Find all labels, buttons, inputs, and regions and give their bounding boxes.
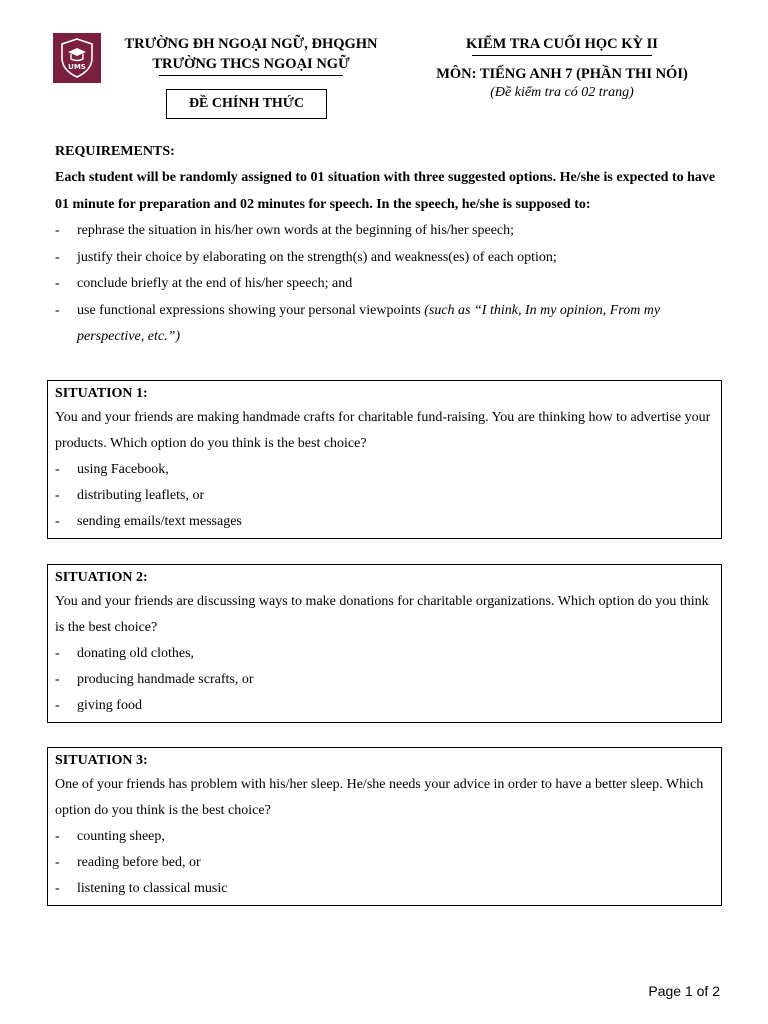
list-item: - justify their choice by elaborating on the strength(s) and weakness(es) of each option; [55, 249, 557, 265]
situation-2-box [47, 564, 722, 723]
list-item: - distributing leaflets, or [55, 488, 205, 503]
school-header [105, 34, 397, 76]
exam-divider [472, 55, 652, 56]
exam-subject: MÔN: TIẾNG ANH 7 (PHẦN THI NÓI) [436, 66, 688, 82]
exam-title: KIỂM TRA CUỐI HỌC KỲ II [466, 36, 658, 52]
situation-description: One of your friends has problem with his/her sleep. He/she needs your advice in order to have a better sleep. Which option do you think is the best choice? [55, 777, 704, 818]
situation-title: SITUATION 1: [55, 386, 148, 401]
logo-text: UMS [68, 63, 86, 71]
options-list [55, 824, 714, 902]
list-item: - sending emails/text messages [55, 514, 242, 529]
requirements-title: REQUIREMENTS: [55, 144, 175, 159]
list-item: - donating old clothes, [55, 646, 195, 661]
situation-1-box [47, 380, 722, 539]
viewpoint-examples: (such as “I think, In my opinion, From my perspective, etc.”) [77, 302, 661, 344]
situation-description: You and your friends are discussing ways to make donations for charitable organizations. Which option do you think is the best choice? [55, 594, 709, 635]
list-item: - reading before bed, or [55, 855, 201, 870]
exam-header [410, 34, 714, 102]
list-item: - using Facebook, [55, 462, 169, 477]
page-number: Page 1 of 2 [648, 983, 720, 999]
school-logo [53, 33, 101, 83]
list-item: - producing handmade scrafts, or [55, 672, 254, 687]
school-divider [159, 75, 343, 76]
situation-3-box [47, 747, 722, 906]
requirements-section [55, 139, 720, 351]
university-name: TRƯỜNG ĐH NGOẠI NGỮ, ĐHQGHN [124, 36, 378, 52]
exam-note: (Đề kiểm tra có 02 trang) [490, 85, 634, 100]
official-label: ĐỀ CHÍNH THỨC [166, 89, 327, 119]
list-item: - use functional expressions showing your personal viewpoints (such as “I think, In my opinion, From my perspective, etc.”) [55, 302, 661, 344]
situation-description: You and your friends are making handmade crafts for charitable fund-raising. You are thinking how to advertise your products. Which option do you think is the best choice? [55, 410, 711, 451]
requirements-intro: Each student will be randomly assigned to 01 situation with three suggested options. He/she is expected to have 01 minute for preparation and 02 minutes for speech. In the speech, he/she is supposed to: [55, 170, 716, 212]
list-item: - conclude briefly at the end of his/her speech; and [55, 276, 353, 291]
situation-title: SITUATION 3: [55, 753, 148, 768]
situation-title: SITUATION 2: [55, 570, 148, 585]
school-name: TRƯỜNG THCS NGOẠI NGỮ [152, 56, 350, 72]
options-list [55, 641, 714, 719]
list-item: - rephrase the situation in his/her own words at the beginning of his/her speech; [55, 223, 515, 238]
shield-icon [57, 36, 97, 80]
requirements-list [55, 218, 720, 351]
list-item: - counting sheep, [55, 829, 165, 844]
list-item: - listening to classical music [55, 881, 228, 896]
options-list [55, 457, 714, 535]
list-item: - giving food [55, 698, 142, 713]
